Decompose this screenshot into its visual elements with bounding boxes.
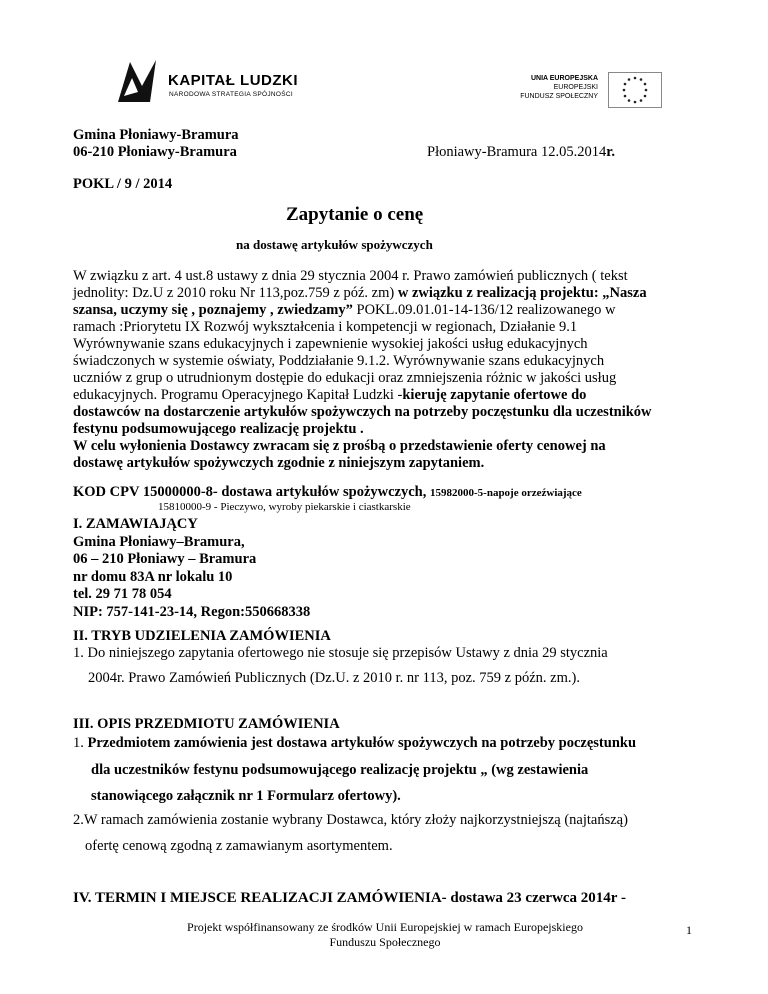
eu-logo-line3: FUNDUSZ SPOŁECZNY bbox=[520, 93, 598, 100]
intro-paragraph: W związku z art. 4 ust.8 ustawy z dnia 29 stycznia 2004 r. Prawo zamówień publicznych ( tekst jednolity: Dz.U z 2010 roku Nr 113,poz.759 z póź. zm) w związku z realizacją projektu: „Nasza szansa, uczymy się , poznajemy , zwiedzamy” POKL.09.01.01-14-136/12 realizowanego w ramach :Priorytetu IX Rozwój wykształcenia i kompetencji w regionach, Działanie 9.1 Wyrównywanie szans edukacyjnych i zapewnienie wysokiej jakości usług edukacyjnych świadczonych w systemie oświaty, Poddziałanie 9.1.2. Wyrównywanie szans edukacyjnych uczniów z grup o utrudnionym dostępie do edukacji oraz zmniejszenia różnic w jakości usług edukacyjnych. Programu Operacyjnego Kapitał Ludzki -kieruję zapytanie ofertowe do dostawców na dostarczenie artykułów spożywczych na potrzeby poczęstunku dla uczestników festynu podsumowującego realizację projektu . W celu wyłonienia Dostawcy zwracam się z prośbą o przedstawienie oferty cenowej na dostawę artykułów spożywczych zgodnie z niniejszym zapytaniem. bbox=[73, 268, 652, 471]
section-opis-heading: III. OPIS PRZEDMIOTU ZAMÓWIENIA bbox=[73, 716, 340, 732]
kapital-ludzki-title: KAPITAŁ LUDZKI bbox=[168, 72, 299, 89]
place-date: Płoniawy-Bramura 12.05.2014r. bbox=[427, 144, 615, 160]
eu-logo bbox=[480, 72, 662, 108]
kapital-ludzki-subtitle: NARODOWA STRATEGIA SPÓJNOŚCI bbox=[169, 91, 293, 98]
eu-logo-line2: EUROPEJSKI bbox=[553, 84, 598, 91]
page-subtitle: na dostawę artykułów spożywczych bbox=[236, 237, 433, 252]
section-opis-line4: 2.W ramach zamówienia zostanie wybrany Dostawca, który złoży najkorzystniejszą (najtańszą) bbox=[73, 812, 628, 828]
cpv-code: KOD CPV 15000000-8- dostawa artykułów spożywczych, 15982000-5-napoje orzeźwiające bbox=[73, 484, 582, 500]
section-opis-line3: stanowiącego załącznik nr 1 Formularz ofertowy). bbox=[91, 788, 401, 804]
eu-flag-icon bbox=[608, 72, 662, 108]
page-title: Zapytanie o cenę bbox=[286, 204, 424, 225]
eu-logo-line1: UNIA EUROPEJSKA bbox=[530, 75, 598, 82]
org-address: 06-210 Płoniawy-Bramura bbox=[73, 144, 237, 160]
kapital-ludzki-logo bbox=[112, 54, 312, 106]
cpv-code-line2: 15810000-9 - Pieczywo, wyroby piekarskie i ciastkarskie bbox=[158, 501, 411, 513]
reference-number: POKL / 9 / 2014 bbox=[73, 176, 173, 192]
section-tryb-heading: II. TRYB UDZIELENIA ZAMÓWIENIA bbox=[73, 628, 331, 644]
section-tryb-line2: 2004r. Prawo Zamówień Publicznych (Dz.U. z 2010 r. nr 113, poz. 759 z późn. zm.). bbox=[88, 670, 580, 686]
section-zamawiajacy: I. ZAMAWIAJĄCY Gmina Płoniawy–Bramura, 06 – 210 Płoniawy – Bramura nr domu 83A nr lokalu 10 tel. 29 71 78 054 NIP: 757-141-23-14, Regon:550668338 bbox=[73, 516, 311, 620]
section-opis-line1: 1. Przedmiotem zamówienia jest dostawa artykułów spożywczych na potrzeby poczęstunku bbox=[73, 735, 637, 751]
section-tryb-line1: 1. Do niniejszego zapytania ofertowego nie stosuje się przepisów Ustawy z dnia 29 stycznia bbox=[73, 645, 608, 661]
page-number: 1 bbox=[686, 923, 692, 937]
section-opis-line2: dla uczestników festynu podsumowującego realizację projektu „ (wg zestawienia bbox=[91, 762, 589, 778]
org-name: Gmina Płoniawy-Bramura bbox=[73, 127, 239, 143]
kapital-ludzki-emblem-icon bbox=[112, 56, 162, 106]
section-heading: I. ZAMAWIAJĄCY bbox=[73, 516, 198, 532]
section-opis-line5: ofertę cenową zgodną z zamawianym asortymentem. bbox=[85, 838, 393, 854]
footer-note: Projekt współfinansowany ze środków Unii Europejskiej w ramach Europejskiego Funduszu Społecznego bbox=[187, 920, 583, 949]
section-termin-heading: IV. TERMIN I MIEJSCE REALIZACJI ZAMÓWIENIA- dostawa 23 czerwca 2014r - bbox=[73, 890, 626, 906]
